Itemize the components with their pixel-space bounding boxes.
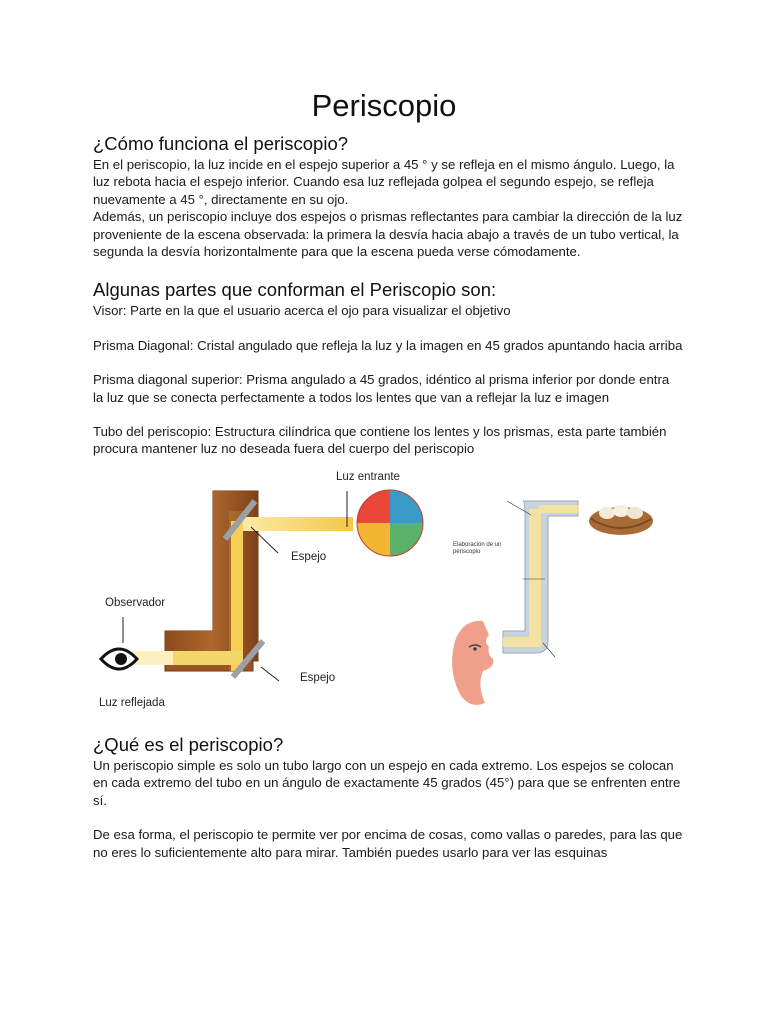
part-prisma-superior: Prisma diagonal superior: Prisma angulado a 45 grados, idéntico al prisma inferior por donde entra la luz que se conecta perfectamente a todos los lentes que van a reflejar la luz e imagen: [93, 372, 670, 405]
label-elaboracion: Elaboración de un periscopio: [453, 541, 502, 555]
eye-icon: [101, 649, 137, 669]
section-heading-parts: Algunas partes que conforman el Periscopio son:: [93, 279, 497, 301]
paragraph-what-is-2: De esa forma, el periscopio te permite ver por encima de cosas, como vallas o paredes, para las que no eres lo suficientemente alto para mirar. También puedes usarlo para ver las esquinas: [93, 827, 683, 860]
label-espejo-bottom: Espejo: [300, 671, 336, 684]
part-tubo: Tubo del periscopio: Estructura cilíndrica que contiene los lentes y los prismas, esta parte también procura mantener luz no deseada fuera del cuerpo del periscopio: [93, 424, 667, 457]
section-heading-how-it-works: ¿Cómo funciona el periscopio?: [93, 133, 349, 154]
page-title: Periscopio: [311, 88, 457, 123]
paragraph-how-it-works-1: En el periscopio, la luz incide en el espejo superior a 45 ° y se refleja en el mismo ángulo. Luego, la luz rebota hacia el espejo inferior. Cuando esa luz reflejada golpea el segundo espejo, se refleja nuevamente a 45 °, directamente en su ojo.: [93, 157, 675, 207]
nest-icon: [589, 505, 653, 535]
part-visor: Visor: Parte en la que el usuario acerca el ojo para visualizar el objetivo: [93, 303, 511, 319]
periscope-figure: [93, 471, 683, 723]
vertical-beam: [231, 521, 243, 671]
pipe-periscope-diagram: [443, 471, 673, 723]
part-prisma-diagonal: Prisma Diagonal: Cristal angulado que refleja la luz y la imagen en 45 grados apuntando hacia arriba: [93, 337, 683, 353]
label-luz-reflejada: Luz reflejada: [99, 696, 165, 709]
paragraph-what-is-1: Un periscopio simple es solo un tubo largo con un espejo en cada extremo. Los espejos se colocan en cada extremo del tubo en un ángulo de exactamente 45 grados (45°) para que se enfrenten entre sí.: [93, 757, 681, 808]
ball-icon: [357, 490, 423, 556]
label-luz-entrante: Luz entrante: [336, 470, 400, 483]
incoming-beam: [243, 517, 353, 531]
face-icon: [452, 621, 493, 705]
label-observador: Observador: [105, 596, 166, 609]
section-heading-what-is: ¿Qué es el periscopio?: [93, 733, 284, 755]
label-espejo-top: Espejo: [291, 550, 327, 563]
paragraph-how-it-works-2: Además, un periscopio incluye dos espejos o prismas reflectantes para cambiar la dirección de la luz proveniente de la escena observada: la primera la desvía hacia abajo a través de un tubo vertical, la segunda la desvía horizontalmente para que la escena pueda verse cómodamente.: [93, 209, 683, 260]
document-body: [93, 132, 683, 861]
